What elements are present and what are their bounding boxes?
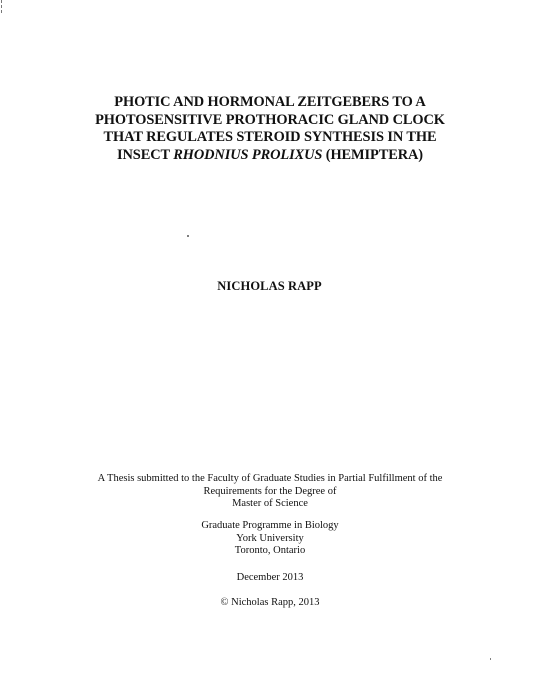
title-line-4-suffix: (HEMIPTERA): [322, 146, 423, 163]
species-name: RHODNIUS PROLIXUS: [173, 146, 323, 163]
submission-date: December 2013: [236, 572, 304, 583]
programme-line-3: Toronto, Ontario: [234, 545, 306, 557]
title-line-3: THAT REGULATES STEROID SYNTHESIS IN THE: [103, 129, 437, 145]
scan-speck: [490, 658, 491, 660]
scan-edge-marks: [0, 0, 3, 14]
author-name: NICHOLAS RAPP: [217, 279, 322, 293]
programme-line-2: York University: [236, 532, 304, 544]
title-line-2: PHOTOSENSITIVE PROTHORACIC GLAND CLOCK: [95, 111, 445, 128]
copyright-notice: © Nicholas Rapp, 2013: [220, 597, 320, 608]
programme-info: [80, 520, 460, 558]
scan-speck: [187, 235, 189, 237]
submission-line-2: Requirements for the Degree of: [203, 485, 337, 497]
submission-line-1: A Thesis submitted to the Faculty of Graduate Studies in Partial Fulfillment of the: [97, 473, 443, 484]
thesis-title: [60, 94, 480, 164]
programme-line-1: Graduate Programme in Biology: [201, 520, 339, 531]
submission-line-3: Master of Science: [232, 498, 308, 510]
title-line-1: PHOTIC AND HORMONAL ZEITGEBERS TO A: [114, 94, 426, 110]
submission-statement: [80, 473, 460, 511]
title-line-4: [60, 147, 480, 165]
title-line-4-prefix: INSECT: [117, 146, 174, 163]
